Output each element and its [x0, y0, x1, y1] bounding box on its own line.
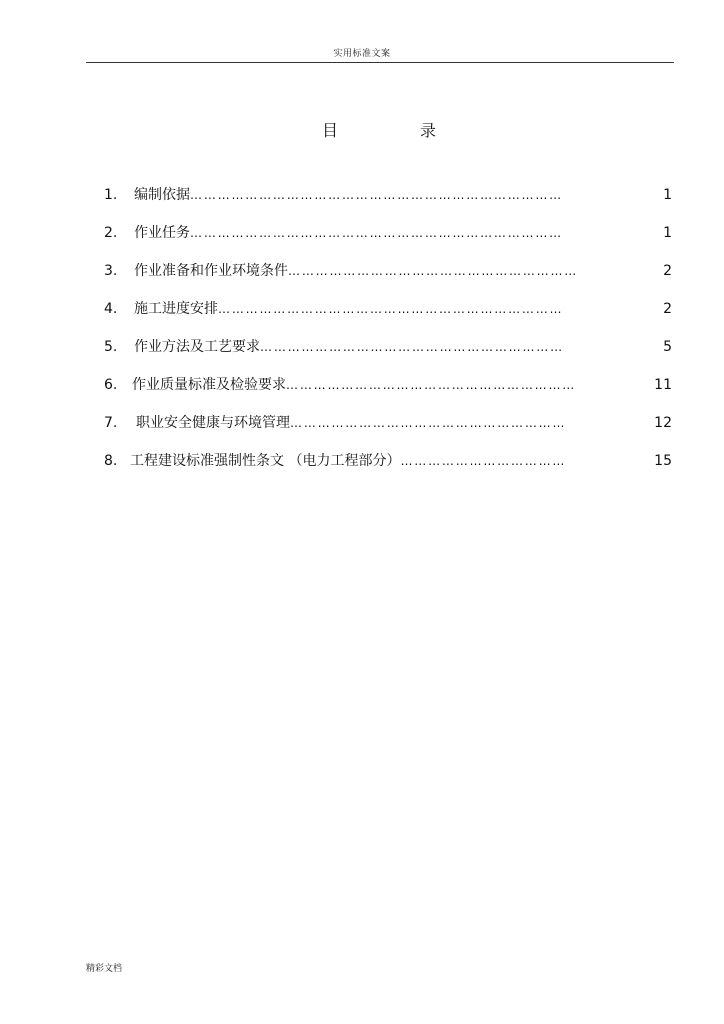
toc-entry-label: 编制依据 [134, 187, 190, 203]
toc-entry-4[interactable] [0, 298, 724, 336]
toc-title-char-1: 目 [322, 121, 339, 140]
toc-leader-dots: … … … … … … … … … … … … … … … … … … … … … [288, 264, 576, 278]
toc-entry-1[interactable] [0, 184, 724, 222]
toc-entry-label: 作业任务 [134, 225, 190, 241]
toc-entry-label: 作业准备和作业环境条件 [134, 263, 288, 279]
toc-leader-dots: … … … … … … … … … … … … … … … … … … … … … … … … … … … [190, 188, 561, 202]
toc-entry-text [130, 450, 563, 472]
toc-entry-number: 8. [104, 453, 118, 469]
toc-entry-number: 2. [104, 225, 118, 241]
toc-entry-number: 5. [104, 339, 118, 355]
toc-entry-text [134, 336, 561, 358]
toc-entry-page: 2 [663, 301, 672, 317]
toc-entry-label: 职业安全健康与环境管理 [136, 415, 290, 431]
toc-entry-text [134, 222, 560, 244]
toc-title [0, 118, 724, 142]
toc-entry-text [134, 260, 575, 282]
toc-entry-number: 6. [104, 377, 118, 393]
toc-entry-8[interactable] [0, 450, 724, 488]
toc-entry-label: 工程建设标准强制性条文 （电力工程部分） [130, 453, 401, 469]
toc-entry-number: 1. [104, 187, 118, 203]
toc-entry-2[interactable] [0, 222, 724, 260]
toc-entry-6[interactable] [0, 374, 724, 412]
toc-leader-dots: … … … … … … … … … … … … … … … … … … … … … [286, 378, 574, 392]
toc-leader-dots: … … … … … … … … … … … … … … … … … … … … [290, 416, 564, 430]
toc-leader-dots: … … … … … … … … … … … … … … … … … … … … … … … … … [218, 302, 561, 316]
toc-entry-number: 7. [104, 415, 118, 431]
toc-entry-label: 作业质量标准及检验要求 [132, 377, 286, 393]
toc-title-char-2: 录 [420, 121, 437, 140]
toc-entry-text [134, 298, 561, 320]
toc-entry-label: 施工进度安排 [134, 301, 218, 317]
toc-entry-page: 1 [663, 187, 672, 203]
toc-entry-5[interactable] [0, 336, 724, 374]
page-footer: 精彩文档 [86, 964, 123, 974]
toc-leader-dots: … … … … … … … … … … … … [400, 454, 564, 468]
header-divider [86, 62, 674, 63]
toc-entry-3[interactable] [0, 260, 724, 298]
page-header: 实用标准文案 [333, 49, 391, 59]
toc-entry-page: 5 [663, 339, 672, 355]
toc-entry-7[interactable] [0, 412, 724, 450]
toc-entry-page: 12 [654, 415, 672, 431]
toc-entry-page: 2 [663, 263, 672, 279]
toc-entry-page: 1 [663, 225, 672, 241]
toc-entry-label: 作业方法及工艺要求 [134, 339, 260, 355]
toc-entry-number: 4. [104, 301, 118, 317]
toc-leader-dots: … … … … … … … … … … … … … … … … … … … … … … [260, 340, 562, 354]
toc-entry-page: 15 [654, 453, 672, 469]
toc-entry-text [136, 412, 563, 434]
toc-entry-text [132, 374, 573, 396]
toc-entry-text [134, 184, 560, 206]
toc-leader-dots: … … … … … … … … … … … … … … … … … … … … … … … … … … … [190, 226, 561, 240]
toc-entry-number: 3. [104, 263, 118, 279]
toc-list [0, 184, 724, 488]
toc-entry-page: 11 [654, 377, 672, 393]
